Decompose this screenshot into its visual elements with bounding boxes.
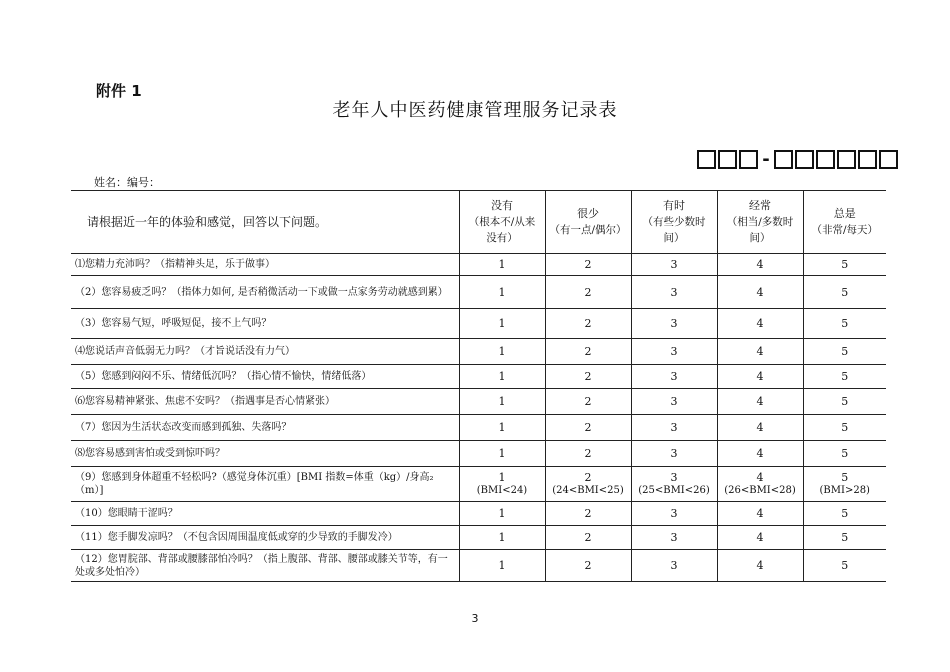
page-number: 3	[471, 612, 479, 625]
score-value: 1	[498, 345, 506, 358]
score-value: 2	[584, 285, 592, 299]
bmi-range: (26<BMI<28)	[724, 485, 796, 496]
score-value: 1	[498, 531, 506, 544]
score-cell[interactable]	[459, 389, 545, 415]
score-value: 3	[670, 559, 678, 572]
score-cell[interactable]	[545, 254, 631, 276]
score-cell[interactable]	[717, 254, 803, 276]
question-text: （2）您容易疲乏吗？（指体力如何, 是否稍微活动一下或做一点家务劳动就感到累）	[71, 276, 459, 309]
score-value: 2	[584, 531, 592, 544]
score-value: 2	[584, 507, 592, 520]
score-value: 3	[670, 471, 678, 484]
score-cell[interactable]	[545, 441, 631, 467]
score-value: 2	[584, 447, 592, 460]
score-value: 1	[498, 370, 506, 383]
score-value: 3	[670, 507, 678, 520]
score-value: 5	[841, 421, 849, 434]
question-text: （9）您感到身体超重不轻松吗?（感觉身体沉重）[BMI 指数=体重（kg）/身高₂（m）]	[71, 467, 459, 502]
score-cell[interactable]	[717, 550, 803, 582]
score-cell[interactable]	[459, 365, 545, 389]
score-value: 4	[756, 421, 764, 434]
score-value: 4	[756, 507, 764, 520]
score-cell[interactable]	[803, 502, 886, 526]
answer-header-1	[459, 191, 545, 254]
form-title: 老年人中医药健康管理服务记录表	[332, 100, 618, 121]
question-text: （12）您胃脘部、背部或腰膝部怕冷吗？（指上腹部、背部、腰部或膝关节等，有一处或多处怕冷）	[71, 550, 459, 582]
bmi-range: (25<BMI<26)	[638, 485, 710, 496]
score-value: 4	[756, 258, 764, 271]
id-separator: -	[762, 148, 770, 170]
id-code-boxes	[697, 148, 900, 170]
table-row	[71, 365, 886, 389]
score-value: 3	[670, 345, 678, 358]
id-digit-box[interactable]	[837, 150, 856, 169]
bmi-range: (BMI<24)	[476, 485, 528, 496]
score-cell[interactable]	[803, 389, 886, 415]
score-value: 5	[841, 258, 849, 271]
answer-header-sub: （相当/多数时间）	[726, 216, 794, 244]
score-cell[interactable]	[803, 550, 886, 582]
table-row	[71, 502, 886, 526]
table-row	[71, 309, 886, 339]
score-cell[interactable]	[803, 276, 886, 309]
score-cell[interactable]	[717, 389, 803, 415]
answer-header-3	[631, 191, 717, 254]
score-cell[interactable]	[459, 309, 545, 339]
score-value: 3	[670, 531, 678, 544]
score-value: 1	[498, 395, 506, 408]
answer-header-label: 没有	[491, 199, 513, 212]
score-cell[interactable]	[545, 550, 631, 582]
score-cell[interactable]	[717, 276, 803, 309]
score-cell[interactable]	[631, 415, 717, 441]
table-row	[71, 339, 886, 365]
score-cell[interactable]	[545, 526, 631, 550]
score-value: 4	[756, 559, 764, 572]
answer-header-label: 总是	[833, 207, 856, 220]
question-text: （11）您手脚发凉吗？（不包含因周围温度低或穿的少导致的手脚发冷）	[71, 526, 459, 550]
bmi-range: (BMI>28)	[819, 485, 870, 496]
score-value: 4	[756, 285, 764, 299]
score-value: 1	[498, 317, 506, 330]
table-row	[71, 467, 886, 502]
question-text: （7）您因为生活状态改变而感到孤独、失落吗？	[71, 415, 459, 441]
score-value: 3	[670, 447, 678, 460]
score-value: 2	[584, 421, 592, 434]
question-text: ⑹您容易精神紧张、焦虑不安吗？（指遇事是否心情紧张）	[71, 389, 459, 415]
question-header: 请根据近一年的体验和感觉，回答以下问题。	[71, 191, 459, 254]
id-digit-box[interactable]	[774, 150, 793, 169]
score-value: 3	[670, 258, 678, 271]
score-cell[interactable]	[717, 526, 803, 550]
score-value: 4	[756, 395, 764, 408]
score-value: 5	[841, 370, 849, 383]
bmi-range: (24<BMI<25)	[552, 485, 624, 496]
score-cell[interactable]	[631, 389, 717, 415]
score-cell[interactable]	[631, 276, 717, 309]
score-cell[interactable]	[631, 365, 717, 389]
score-cell[interactable]	[717, 441, 803, 467]
score-value: 1	[498, 447, 506, 460]
id-digit-box[interactable]	[816, 150, 835, 169]
answer-header-label: 很少	[577, 207, 599, 220]
score-cell[interactable]	[631, 309, 717, 339]
score-cell[interactable]	[459, 441, 545, 467]
answer-header-label: 有时	[663, 199, 685, 212]
table-row	[71, 415, 886, 441]
score-value: 4	[756, 471, 764, 484]
score-cell[interactable]	[803, 441, 886, 467]
score-value: 3	[670, 285, 678, 299]
score-value: 5	[841, 395, 849, 408]
score-cell[interactable]	[803, 365, 886, 389]
score-value: 2	[584, 317, 592, 330]
score-cell[interactable]	[545, 365, 631, 389]
answer-header-sub: （非常/每天）	[811, 224, 879, 236]
table-header-row	[71, 191, 886, 254]
score-value: 3	[670, 421, 678, 434]
table-row	[71, 526, 886, 550]
score-cell[interactable]	[717, 309, 803, 339]
table-row	[71, 389, 886, 415]
question-text: ⑷您说话声音低弱无力吗？（才旨说话没有力气）	[71, 339, 459, 365]
answer-header-5	[803, 191, 886, 254]
score-cell[interactable]	[545, 502, 631, 526]
score-cell[interactable]	[545, 415, 631, 441]
score-value: 5	[841, 317, 849, 330]
score-value: 4	[756, 531, 764, 544]
score-value: 2	[584, 370, 592, 383]
score-value: 1	[498, 559, 506, 572]
score-value: 3	[670, 317, 678, 330]
attachment-label: 附件 1	[96, 82, 142, 100]
score-value: 3	[670, 395, 678, 408]
score-cell[interactable]	[717, 415, 803, 441]
score-value: 4	[756, 317, 764, 330]
answer-header-sub: （根本不/从来没有）	[468, 216, 536, 244]
table-row	[71, 550, 886, 582]
score-cell[interactable]	[631, 502, 717, 526]
score-cell[interactable]	[545, 339, 631, 365]
score-cell[interactable]	[631, 441, 717, 467]
score-value: 5	[841, 471, 849, 484]
score-value: 5	[841, 447, 849, 460]
score-cell[interactable]	[717, 467, 803, 502]
score-cell[interactable]	[631, 254, 717, 276]
score-value: 2	[584, 395, 592, 408]
id-digit-box[interactable]	[879, 150, 898, 169]
questionnaire-table	[71, 190, 886, 582]
table-body	[71, 254, 886, 582]
name-number-line: 姓名：编号：	[94, 176, 160, 189]
answer-header-2	[545, 191, 631, 254]
id-digit-box[interactable]	[697, 150, 716, 169]
score-value: 5	[841, 507, 849, 520]
score-value: 1	[498, 421, 506, 434]
score-value: 1	[498, 471, 506, 484]
id-digit-box[interactable]	[858, 150, 877, 169]
score-value: 1	[498, 285, 506, 299]
score-value: 1	[498, 507, 506, 520]
score-cell[interactable]	[803, 526, 886, 550]
score-cell[interactable]	[803, 309, 886, 339]
score-cell[interactable]	[717, 502, 803, 526]
score-cell[interactable]	[545, 309, 631, 339]
score-cell[interactable]	[717, 365, 803, 389]
score-cell[interactable]	[459, 467, 545, 502]
score-cell[interactable]	[803, 254, 886, 276]
score-value: 2	[584, 345, 592, 358]
table-row	[71, 254, 886, 276]
answer-header-label: 经常	[749, 199, 771, 212]
score-value: 4	[756, 370, 764, 383]
score-cell[interactable]	[545, 467, 631, 502]
question-text: ⑴您精力充沛吗？（指精神头足，乐于做事）	[71, 254, 459, 276]
score-value: 2	[584, 559, 592, 572]
id-digit-box[interactable]	[739, 150, 758, 169]
score-value: 2	[584, 258, 592, 271]
score-value: 4	[756, 345, 764, 358]
score-value: 1	[498, 258, 506, 271]
score-cell[interactable]	[545, 389, 631, 415]
score-cell[interactable]	[459, 526, 545, 550]
score-value: 4	[756, 447, 764, 460]
score-value: 3	[670, 370, 678, 383]
score-cell[interactable]	[459, 339, 545, 365]
question-text: （3）您容易气短，呼吸短促，接不上气吗？	[71, 309, 459, 339]
score-cell[interactable]	[631, 339, 717, 365]
score-cell[interactable]	[459, 415, 545, 441]
score-value: 5	[841, 559, 849, 572]
score-value: 5	[841, 531, 849, 544]
id-digit-box[interactable]	[718, 150, 737, 169]
question-text: ⑻您容易感到害怕或受到惊吓吗？	[71, 441, 459, 467]
score-cell[interactable]	[803, 339, 886, 365]
score-value: 5	[841, 345, 849, 358]
score-value: 5	[841, 285, 849, 299]
score-cell[interactable]	[459, 502, 545, 526]
answer-header-4	[717, 191, 803, 254]
score-cell[interactable]	[631, 550, 717, 582]
score-cell[interactable]	[717, 339, 803, 365]
table-row	[71, 441, 886, 467]
answer-header-sub: （有一点/偶尔）	[549, 224, 627, 236]
score-cell[interactable]	[459, 254, 545, 276]
question-text: （10）您眼睛干涩吗？	[71, 502, 459, 526]
score-cell[interactable]	[631, 467, 717, 502]
score-cell[interactable]	[459, 276, 545, 309]
table-row	[71, 276, 886, 309]
score-cell[interactable]	[631, 526, 717, 550]
question-text: （5）您感到闷闷不乐、情绪低沉吗？（指心情不愉快，情绪低落）	[71, 365, 459, 389]
answer-header-sub: （有些少数时间）	[642, 216, 706, 244]
id-digit-box[interactable]	[795, 150, 814, 169]
score-value: 2	[584, 471, 592, 484]
score-cell[interactable]	[803, 415, 886, 441]
score-cell[interactable]	[803, 467, 886, 502]
score-cell[interactable]	[545, 276, 631, 309]
score-cell[interactable]	[459, 550, 545, 582]
